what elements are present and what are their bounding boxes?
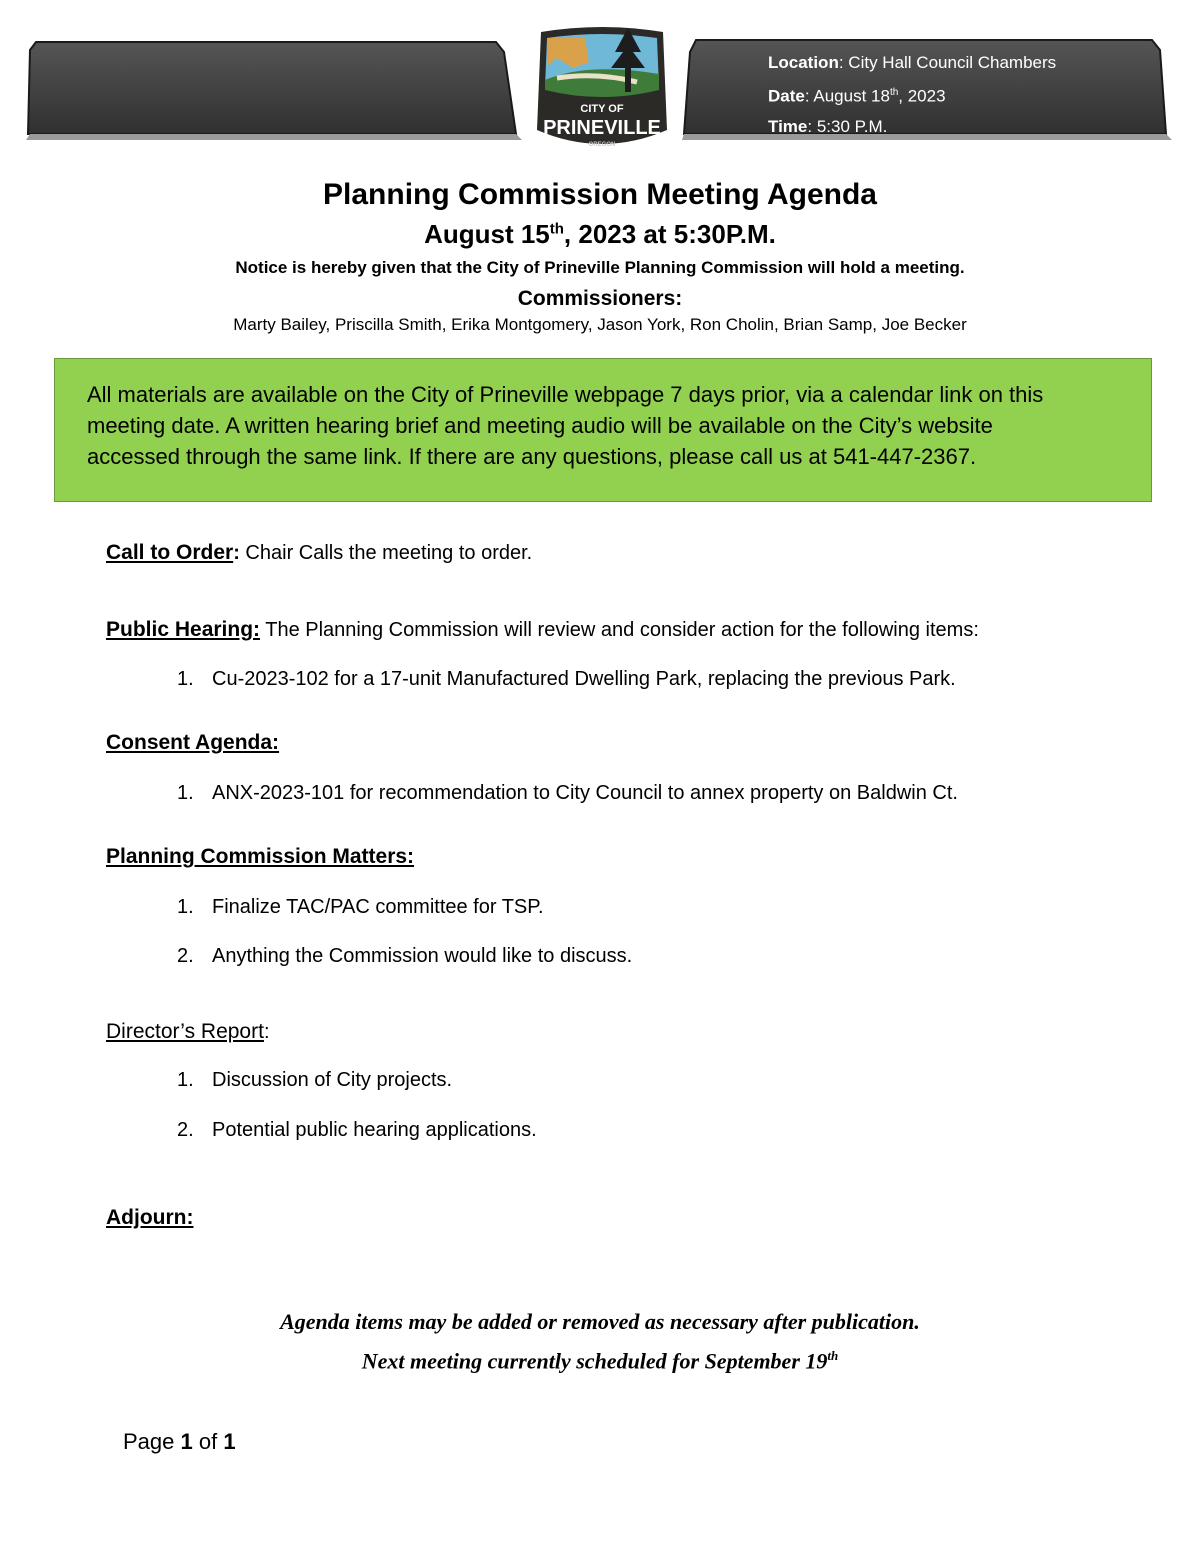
logo-line2: PRINEVILLE <box>543 117 661 139</box>
location-line: Location: City Hall Council Chambers <box>768 53 1057 72</box>
footer-note-2: Next meeting currently scheduled for September 19th <box>361 1348 839 1374</box>
section-pc-matters: Planning Commission Matters: <box>106 845 415 868</box>
meeting-info <box>768 48 1056 142</box>
list-item: 1. Discussion of City projects. <box>177 1069 453 1091</box>
materials-notice-box: All materials are available on the City of Prineville webpage 7 days prior, via a calendar link on this meeting date. A written hearing brief and meeting audio will be available on the City’s website accessed through the same link. If there are any questions, please call us at 541-447-2367. <box>54 358 1152 502</box>
list-item: 1. Cu-2023-102 for a 17-unit Manufactured Dwelling Park, replacing the previous Park. <box>177 668 956 690</box>
time-line: Time: 5:30 P.M. <box>768 116 888 136</box>
meeting-notice: Notice is hereby given that the City of Prineville Planning Commission will hold a meeting. <box>235 258 965 277</box>
header-banner-left <box>26 38 526 140</box>
commissioners-list: Marty Bailey, Priscilla Smith, Erika Montgomery, Jason York, Ron Cholin, Brian Samp, Joe Becker <box>233 315 967 334</box>
section-consent-agenda: Consent Agenda: <box>106 731 280 754</box>
page-title: Planning Commission Meeting Agenda <box>323 178 877 211</box>
section-directors-report: Director’s Report: <box>106 1020 270 1043</box>
footer-note-1: Agenda items may be added or removed as necessary after publication. <box>280 1309 920 1334</box>
logo-line3: OREGON <box>588 142 616 148</box>
list-item: 2. Potential public hearing applications. <box>177 1119 537 1141</box>
page-number: Page 1 of 1 <box>123 1429 236 1454</box>
list-item: 2. Anything the Commission would like to discuss. <box>177 945 633 967</box>
section-call-to-order: Call to Order: Chair Calls the meeting to order. <box>106 541 533 564</box>
section-public-hearing: Public Hearing: The Planning Commission will review and consider action for the following items: <box>106 618 979 641</box>
city-logo <box>527 22 677 162</box>
logo-line1: CITY OF <box>580 103 624 115</box>
meeting-date: August 15th, 2023 at 5:30P.M. <box>424 219 776 249</box>
commissioners-heading: Commissioners: <box>517 287 683 310</box>
section-adjourn: Adjourn: <box>106 1206 194 1229</box>
list-item: 1. ANX-2023-101 for recommendation to City Council to annex property on Baldwin Ct. <box>177 782 958 804</box>
date-line: Date: August 18th, 2023 <box>768 86 946 106</box>
list-item: 1. Finalize TAC/PAC committee for TSP. <box>177 896 544 918</box>
